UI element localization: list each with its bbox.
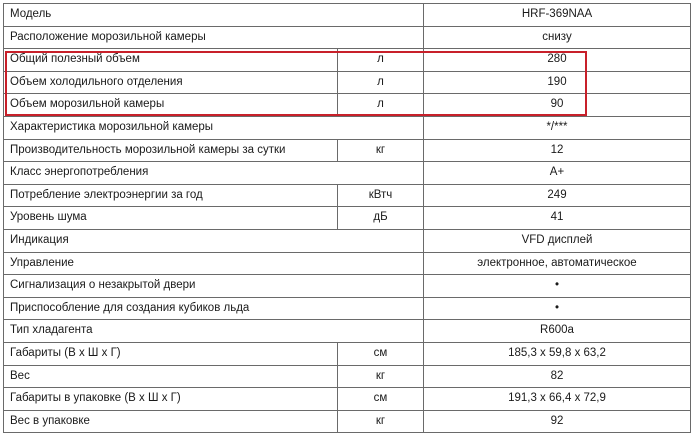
table-row [4,116,691,139]
spec-label: Вес в упаковке [4,410,338,433]
table-row [4,342,691,365]
table-row [4,388,691,411]
table-row [4,365,691,388]
table-row [4,4,691,27]
spec-unit: дБ [338,207,424,230]
spec-label: Габариты (В х Ш х Г) [4,342,338,365]
spec-unit: л [338,94,424,117]
spec-value: 82 [424,365,691,388]
spec-value: 191,3 х 66,4 х 72,9 [424,388,691,411]
table-row [4,184,691,207]
spec-label: Габариты в упаковке (В х Ш х Г) [4,388,338,411]
spec-value: A+ [424,162,691,185]
table-row [4,410,691,433]
spec-value: электронное, автоматическое [424,252,691,275]
spec-label: Модель [4,4,424,27]
table-row [4,207,691,230]
table-row [4,252,691,275]
spec-label: Класс энергопотребления [4,162,424,185]
spec-label: Объем холодильного отделения [4,71,338,94]
table-row [4,297,691,320]
table-row [4,71,691,94]
spec-table [3,3,691,433]
spec-value: • [424,297,691,320]
spec-value: • [424,275,691,298]
spec-label: Вес [4,365,338,388]
spec-value: 249 [424,184,691,207]
table-row [4,320,691,343]
spec-value: 12 [424,139,691,162]
spec-label: Индикация [4,229,424,252]
spec-label: Производительность морозильной камеры за сутки [4,139,338,162]
spec-table-body [4,4,691,433]
spec-label: Общий полезный объем [4,49,338,72]
spec-value: снизу [424,26,691,49]
spec-label: Уровень шума [4,207,338,230]
spec-value: */*** [424,116,691,139]
spec-unit: кг [338,410,424,433]
spec-label: Тип хладагента [4,320,424,343]
spec-value: 41 [424,207,691,230]
spec-unit: кВтч [338,184,424,207]
table-row [4,229,691,252]
spec-unit: л [338,49,424,72]
table-row [4,275,691,298]
spec-unit: кг [338,139,424,162]
spec-unit: см [338,388,424,411]
spec-value: 185,3 х 59,8 х 63,2 [424,342,691,365]
spec-value: HRF-369NAA [424,4,691,27]
spec-unit: кг [338,365,424,388]
spec-value: 190 [424,71,691,94]
spec-label: Управление [4,252,424,275]
table-row [4,49,691,72]
spec-unit: л [338,71,424,94]
spec-label: Объем морозильной камеры [4,94,338,117]
spec-value: R600a [424,320,691,343]
spec-label: Характеристика морозильной камеры [4,116,424,139]
spec-label: Расположение морозильной камеры [4,26,424,49]
spec-label: Приспособление для создания кубиков льда [4,297,424,320]
spec-label: Потребление электроэнергии за год [4,184,338,207]
spec-value: 92 [424,410,691,433]
table-row [4,139,691,162]
spec-unit: см [338,342,424,365]
spec-label: Сигнализация о незакрытой двери [4,275,424,298]
spec-value: VFD дисплей [424,229,691,252]
spec-value: 280 [424,49,691,72]
table-row [4,26,691,49]
table-row [4,162,691,185]
spec-value: 90 [424,94,691,117]
table-row [4,94,691,117]
